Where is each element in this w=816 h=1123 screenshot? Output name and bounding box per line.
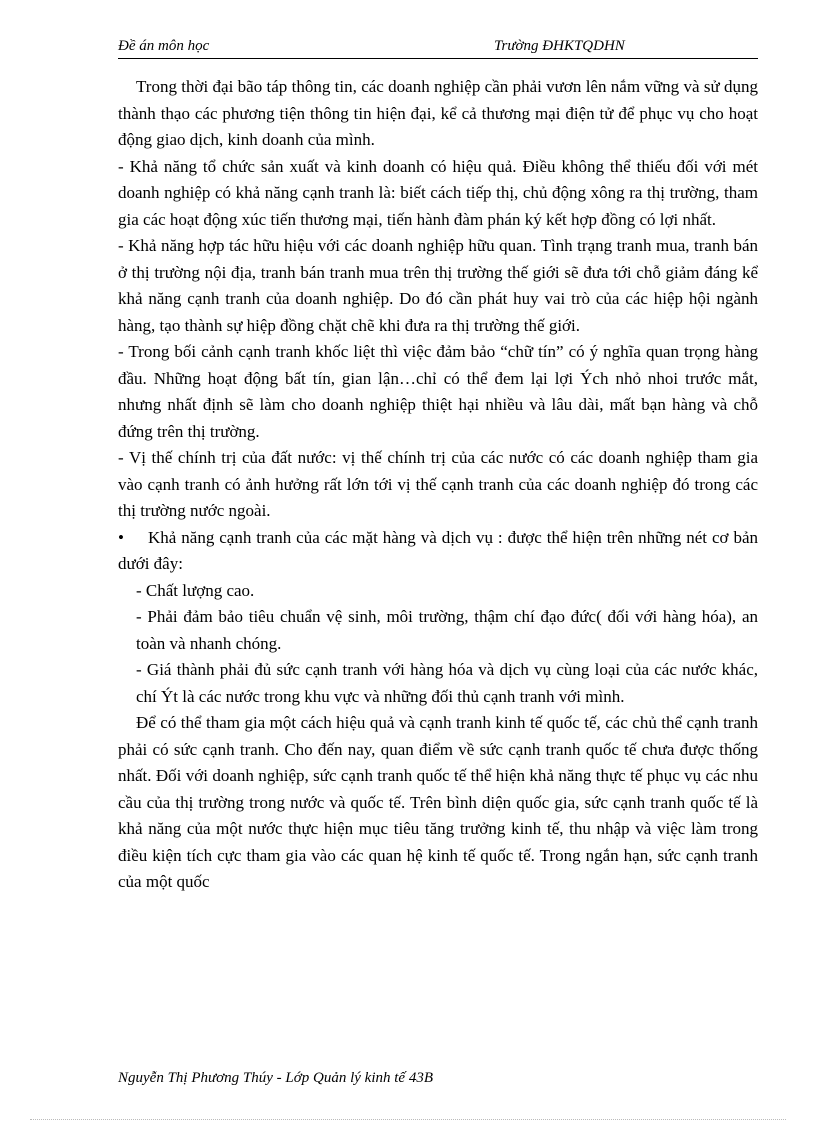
footer-divider	[30, 1119, 786, 1120]
paragraph-cooperation: - Khả năng hợp tác hữu hiệu với các doanh nghiệp hữu quan. Tình trạng tranh mua, tranh bán ở thị trường nội địa, tranh bán tranh mua trên thị trường thế giới sẽ đưa tới chỗ giảm đáng kể khả năng cạnh tranh của doanh nghiệp. Do đó cần phát huy vai trò của các hiệp hội ngành hàng, tạo thành sự hiệp đồng chặt chẽ khi đưa ra thị trường thế giới.	[118, 236, 758, 335]
paragraph-closing: Để có thể tham gia một cách hiệu quả và cạnh tranh kinh tế quốc tế, các chủ thể cạnh tranh phải có sức cạnh tranh. Cho đến nay, quan điểm về sức cạnh tranh quốc tế chưa được thống nhất. Đối với doanh nghiệp, sức cạnh tranh quốc tế thể hiện khả năng thực tế phục vụ các nhu cầu của thị trường trong nước và quốc tế. Trên bình diện quốc gia, sức cạnh tranh quốc tế là khả năng của một nước thực hiện mục tiêu tăng trưởng kinh tế, thu nhập và việc làm trong điều kiện tích cực tham gia vào các quan hệ kinh tế quốc tế. Trong ngắn hạn, sức cạnh tranh của một quốc	[118, 713, 758, 891]
paragraph-political-position: - Vị thế chính trị của đất nước: vị thế chính trị của các nước có các doanh nghiệp tham gia vào cạnh tranh có ảnh hưởng rất lớn tới vị thế cạnh tranh của các doanh nghiệp đó trong các thị trường nước ngoài.	[118, 448, 758, 520]
header-course-title: Đề án môn học	[118, 38, 210, 54]
paragraph-trust: - Trong bối cảnh cạnh tranh khốc liệt thì việc đảm bảo “chữ tín” có ý nghĩa quan trọng hàng đầu. Những hoạt động bất tín, gian lận…chỉ có thể đem lại lợi Ých nhỏ nhoi trước mắt, nhưng nhất định sẽ làm cho doanh nghiệp thiệt hại nhiều và lâu dài, mất bạn hàng và chỗ đứng trên thị trường.	[118, 342, 758, 441]
sub-item-price: - Giá thành phải đủ sức cạnh tranh với hàng hóa và dịch vụ cùng loại của các nước khác, chí Ýt là các nước trong khu vực và những đối thủ cạnh tranh với mình.	[136, 660, 758, 706]
sub-item-hygiene: - Phải đảm bảo tiêu chuẩn vệ sinh, môi trường, thậm chí đạo đức( đối với hàng hóa), an toàn và nhanh chóng.	[136, 607, 758, 653]
page-footer: Nguyễn Thị Phương Thúy - Lớp Quản lý kinh tế 43B	[118, 1070, 433, 1086]
paragraph-production-capacity: - Khả năng tổ chức sản xuất và kinh doanh có hiệu quả. Điều không thể thiếu đối với mét doanh nghiệp có khả năng cạnh tranh là: biết cách tiếp thị, chủ động xông ra thị trường, tham gia các hoạt động xúc tiến thương mại, tiến hành đàm phán ký kết hợp đồng có lợi nhất.	[118, 156, 758, 229]
sub-item-quality: - Chất lượng cao.	[136, 580, 255, 600]
bullet-icon: •	[118, 527, 124, 547]
bullet-text: Khả năng cạnh tranh của các mặt hàng và dịch vụ : được thể hiện trên những nét cơ bản dưới đây:	[118, 527, 758, 573]
page-header	[118, 36, 758, 59]
paragraph-intro: Trong thời đại bão táp thông tin, các doanh nghiệp cần phải vươn lên nắm vững và sử dụng thành thạo các phương tiện thông tin hiện đại, kể cả thương mại điện tử để phục vụ cho hoạt động giao dịch, kinh doanh của mình.	[118, 77, 758, 149]
document-body	[118, 74, 758, 896]
bullet-item	[118, 525, 758, 578]
header-school-name: Trường ĐHKTQDHN	[494, 38, 625, 54]
